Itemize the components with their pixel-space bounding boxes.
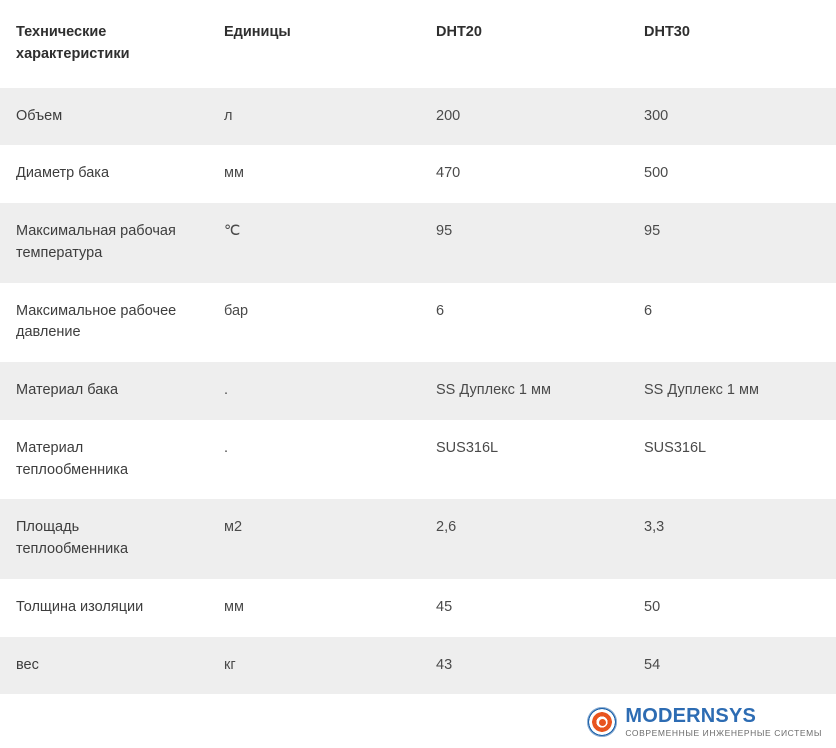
row-value-dht30: 54 (644, 656, 661, 673)
row-value-dht30: 500 (644, 165, 669, 182)
row-value-dht30: 50 (644, 598, 661, 615)
row-label: Материал теплообменника (16, 439, 129, 478)
row-unit: бар (224, 302, 249, 319)
row-unit: кг (224, 656, 236, 673)
row-unit: . (224, 382, 229, 398)
row-value-dht30: SS Дуплекс 1 мм (644, 382, 759, 398)
column-header-characteristic: Технические характеристики (16, 24, 130, 62)
table-header (0, 0, 836, 88)
table-row (0, 499, 836, 579)
table-row (0, 283, 836, 363)
row-value-dht30: 300 (644, 107, 669, 124)
row-unit: л (224, 107, 233, 124)
row-value-dht20: 43 (436, 656, 453, 673)
table-row (0, 637, 836, 695)
watermark (587, 706, 822, 738)
table-row (0, 88, 836, 146)
row-value-dht20: 2,6 (436, 519, 457, 536)
row-value-dht20: SS Дуплекс 1 мм (436, 382, 551, 398)
column-header-units: Единицы (224, 24, 291, 40)
row-unit: мм (224, 165, 244, 182)
watermark-subtitle: СОВРЕМЕННЫЕ ИНЖЕНЕРНЫЕ СИСТЕМЫ (625, 728, 822, 739)
row-label: Толщина изоляции (16, 598, 144, 615)
company-logo-icon (587, 707, 617, 737)
table-body (0, 88, 836, 695)
row-unit: . (224, 439, 229, 456)
row-label: Площадь теплообменника (16, 519, 129, 557)
row-label: Максимальное рабочее давление (16, 302, 177, 341)
row-value-dht20: 45 (436, 598, 453, 615)
row-value-dht30: 3,3 (644, 519, 665, 536)
table-row (0, 145, 836, 203)
column-header-dht20: DHT20 (436, 24, 482, 40)
row-label: вес (16, 656, 39, 673)
column-header-dht30: DHT30 (644, 24, 690, 40)
watermark-title: MODERNSYS (625, 705, 757, 728)
row-value-dht30: SUS316L (644, 439, 707, 456)
row-label: Материал бака (16, 382, 119, 398)
row-value-dht30: 95 (644, 223, 661, 239)
table-row (0, 579, 836, 637)
row-unit: м2 (224, 519, 243, 536)
row-label: Максимальная рабочая температура (16, 223, 176, 261)
row-label: Объем (16, 107, 63, 124)
row-value-dht30: 6 (644, 302, 653, 319)
row-value-dht20: 470 (436, 165, 461, 182)
row-value-dht20: 6 (436, 302, 445, 319)
table-row (0, 362, 836, 420)
row-unit: ℃ (224, 223, 241, 239)
row-unit: мм (224, 598, 244, 615)
watermark-text (625, 706, 822, 738)
row-value-dht20: 200 (436, 107, 461, 124)
table-row (0, 420, 836, 500)
table-header-row (0, 0, 836, 88)
row-label: Диаметр бака (16, 165, 110, 182)
row-value-dht20: SUS316L (436, 439, 499, 456)
row-value-dht20: 95 (436, 223, 453, 239)
table-row (0, 203, 836, 283)
